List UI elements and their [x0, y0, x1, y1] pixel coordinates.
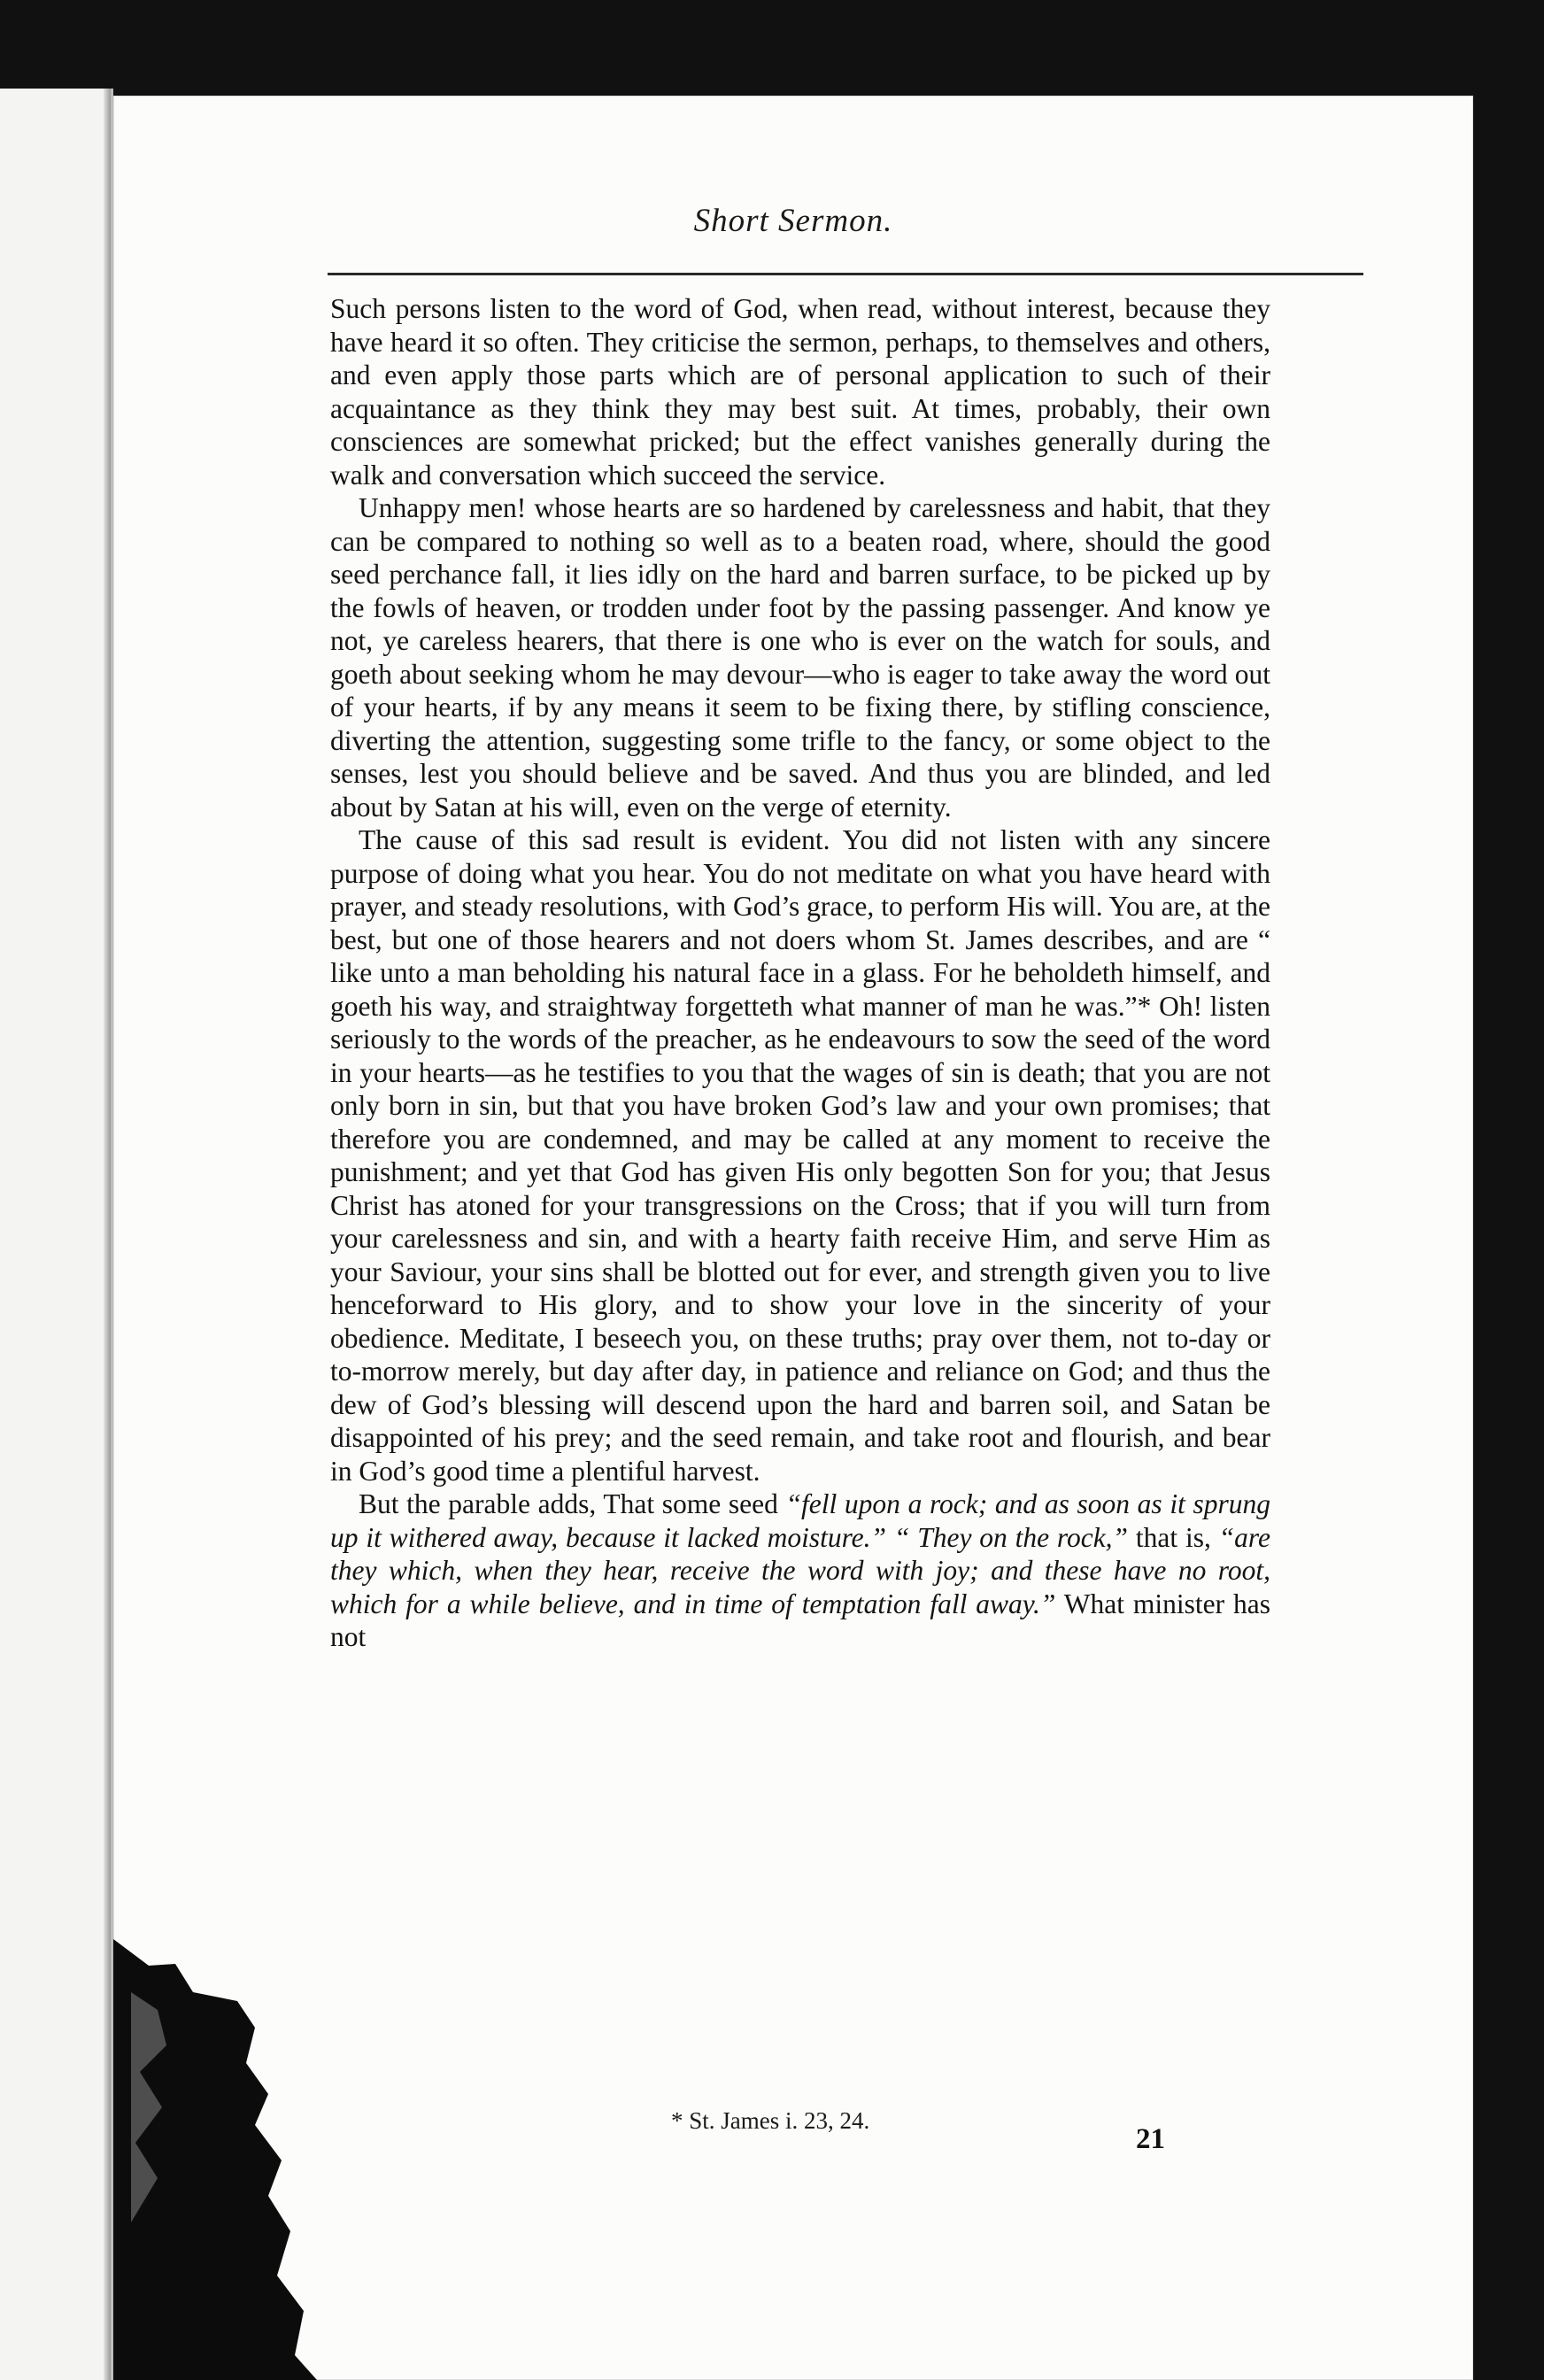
- paragraph-4: [330, 1488, 1270, 1654]
- paragraph-1: Such persons listen to the word of God, when read, without interest, because they have heard it so often. They criticise the sermon, perhaps, to themselves and others, and even apply those parts which are of personal application to such of their acquaintance as they think they may best suit. At times, probably, their own consciences are somewhat pricked; but the effect vanishes generally during the walk and conversation which succeed the service.: [330, 293, 1270, 491]
- previous-page-edge: [0, 89, 113, 2380]
- torn-page-edge: [113, 1939, 317, 2380]
- paragraph-2: Unhappy men! whose hearts are so hardened by carelessness and habit, that they can be compared to nothing so well as to a beaten road, where, should the good seed perchance fall, it lies idly on the hard and barren surface, to be picked up by the fowls of heaven, or trodden under foot by the passing passenger. And know ye not, ye careless hearers, that there is one who is ever on the watch for souls, and goeth about seeking whom he may devour—who is eager to take away the word out of your hearts, if by any means it seem to be fixing there, by stifling conscience, diverting the attention, suggesting some trifle to the fancy, or some object to the senses, lest you should believe and be saved. And thus you are blinded, and led about by Satan at his will, even on the verge of eternity.: [330, 492, 1270, 823]
- running-head: Short Sermon.: [693, 203, 893, 239]
- page-fold: [104, 89, 111, 2380]
- paragraph-4-text-a: But the parable adds, That some seed: [359, 1488, 786, 1519]
- book-page: [113, 96, 1473, 2380]
- page-number: 21: [1136, 2123, 1165, 2155]
- header-rule: [328, 273, 1363, 275]
- paragraph-4-text-b: that is,: [1128, 1521, 1219, 1553]
- paragraph-3: The cause of this sad result is evident. You did not listen with any sincere purpose of doing what you hear. You do not meditate on what you have heard with prayer, and steady resolutions, with God’s grace, to perform His will. You are, at the best, but one of those hearers and not doers whom St. James describes, and are “ like unto a man beholding his natural face in a glass. For he beholdeth himself, and goeth his way, and straightway forgetteth what manner of man he was.”* Oh! listen seriously to the words of the preacher, as he endeavours to sow the seed of the word in your hearts—as he testifies to you that the wages of sin is death; that you are not only born in sin, but that you have broken God’s law and your own promises; that therefore you are condemned, and may be called at any moment to receive the punishment; and yet that God has given His only begotten Son for you; that Jesus Christ has atoned for your transgressions on the Cross; that if you will turn from your carelessness and sin, and with a hearty faith receive Him, and serve Him as your Saviour, your sins shall be blotted out for ever, and strength given you to live henceforward to His glory, and to show your love in the sincerity of your obedience. Meditate, I beseech you, on these truths; pray over them, not to-day or to-morrow merely, but day after day, in patience and reliance on God; and thus the dew of God’s blessing will descend upon the hard and barren soil, and Satan be disappointed of his prey; and the seed remain, and take root and flourish, and bear in God’s good time a plentiful harvest.: [330, 824, 1270, 1487]
- footnote: * St. James i. 23, 24.: [671, 2107, 870, 2134]
- paragraph-4-quote-a: “fell upon a rock; and as soon as it sprung up it withered away, because it lacked moisture.” “ They on the rock,”: [330, 1488, 1270, 1553]
- paragraph-4-quote-b: “are they which, when they hear, receive the word with joy; and these have no root, which for a while believe, and in time of temptation fall away.”: [330, 1521, 1270, 1619]
- paragraph-4-text-c: What minister has not: [330, 1588, 1270, 1652]
- body-text: [330, 292, 1270, 1654]
